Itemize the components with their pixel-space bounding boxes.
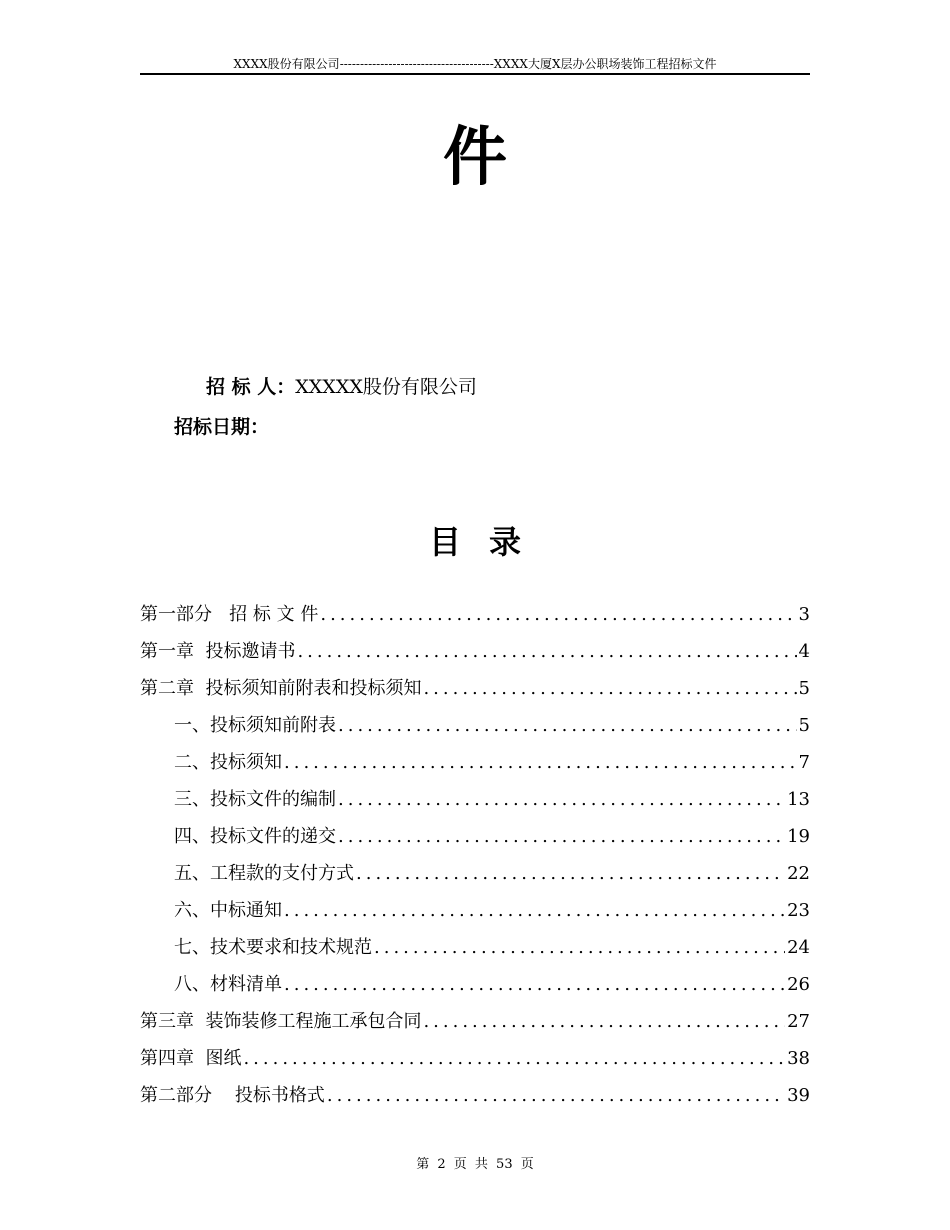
toc-entry-page: 24 — [787, 937, 810, 958]
toc-entry-title: 第一章 投标邀请书 — [140, 641, 296, 662]
toc-entry-title: 第四章 图纸 — [140, 1048, 242, 1069]
toc-entry[interactable] — [140, 707, 810, 744]
tender-date-row — [174, 414, 269, 440]
toc-leader-dots — [423, 1003, 785, 1040]
running-header — [140, 56, 810, 72]
toc-entry[interactable] — [140, 781, 810, 818]
toc-title: 目录 — [428, 523, 549, 561]
toc-entry-page: 22 — [787, 863, 810, 884]
toc-leader-dots — [320, 596, 796, 633]
toc-entry[interactable] — [140, 1003, 810, 1040]
toc-entry-page: 19 — [787, 826, 810, 847]
toc-entry-page: 27 — [787, 1011, 810, 1032]
toc-entry-page: 5 — [798, 715, 810, 736]
toc-leader-dots — [243, 1040, 785, 1077]
header-doc-title: XXXX大厦X层办公职场装饰工程招标文件 — [493, 57, 717, 71]
toc-entry[interactable] — [140, 818, 810, 855]
toc-leader-dots — [297, 633, 796, 670]
toc-entry-page: 4 — [798, 641, 810, 662]
toc-entry[interactable] — [140, 892, 810, 929]
toc-entry-title: 二、投标须知 — [174, 752, 282, 773]
header-separator: -------------------------------------- — [339, 57, 494, 71]
table-of-contents — [140, 596, 810, 1114]
toc-entry[interactable] — [140, 966, 810, 1003]
page-footer: 第 2 页 共 53 页 — [416, 1157, 534, 1172]
toc-entry-title: 一、投标须知前附表 — [174, 715, 336, 736]
toc-entry[interactable] — [140, 1040, 810, 1077]
header-rule — [140, 73, 810, 75]
tenderer-row — [206, 374, 477, 400]
tenderer-value: XXXXX股份有限公司 — [295, 376, 477, 398]
toc-entry-page: 7 — [798, 752, 810, 773]
toc-entry[interactable] — [140, 670, 810, 707]
toc-entry-title: 第二章 投标须知前附表和投标须知 — [140, 678, 422, 699]
toc-entry-title: 第二部分 投标书格式 — [140, 1085, 325, 1106]
toc-entry[interactable] — [140, 929, 810, 966]
toc-leader-dots — [423, 670, 796, 707]
toc-leader-dots — [284, 966, 785, 1003]
toc-entry-page: 39 — [787, 1085, 810, 1106]
toc-entry-title: 七、技术要求和技术规范 — [174, 937, 372, 958]
toc-leader-dots — [284, 744, 797, 781]
toc-leader-dots — [327, 1077, 785, 1114]
toc-leader-dots — [356, 855, 785, 892]
toc-entry-title: 四、投标文件的递交 — [174, 826, 336, 847]
toc-entry-title: 第一部分 招 标 文 件 — [140, 604, 319, 625]
toc-entry-title: 六、中标通知 — [174, 900, 282, 921]
toc-entry-title: 五、工程款的支付方式 — [174, 863, 354, 884]
toc-entry[interactable] — [140, 855, 810, 892]
toc-entry-page: 5 — [798, 678, 810, 699]
toc-entry-title: 第三章 装饰装修工程施工承包合同 — [140, 1011, 422, 1032]
toc-entry-page: 3 — [798, 604, 810, 625]
toc-entry-page: 13 — [787, 789, 810, 810]
toc-entry-title: 三、投标文件的编制 — [174, 789, 336, 810]
toc-entry-page: 38 — [787, 1048, 810, 1069]
tenderer-label: 招 标 人： — [206, 376, 296, 398]
toc-entry-page: 23 — [787, 900, 810, 921]
toc-entry[interactable] — [140, 596, 810, 633]
toc-leader-dots — [338, 781, 785, 818]
toc-leader-dots — [284, 892, 785, 929]
toc-leader-dots — [374, 929, 785, 966]
toc-entry-page: 26 — [787, 974, 810, 995]
tender-date-label: 招标日期： — [174, 416, 270, 438]
toc-entry[interactable] — [140, 1077, 810, 1114]
toc-entry[interactable] — [140, 744, 810, 781]
toc-leader-dots — [338, 818, 785, 855]
header-company: XXXX股份有限公司 — [233, 57, 340, 71]
toc-entry-title: 八、材料清单 — [174, 974, 282, 995]
cover-title-fragment: 件 — [443, 120, 507, 195]
toc-entry[interactable] — [140, 633, 810, 670]
toc-leader-dots — [338, 707, 797, 744]
